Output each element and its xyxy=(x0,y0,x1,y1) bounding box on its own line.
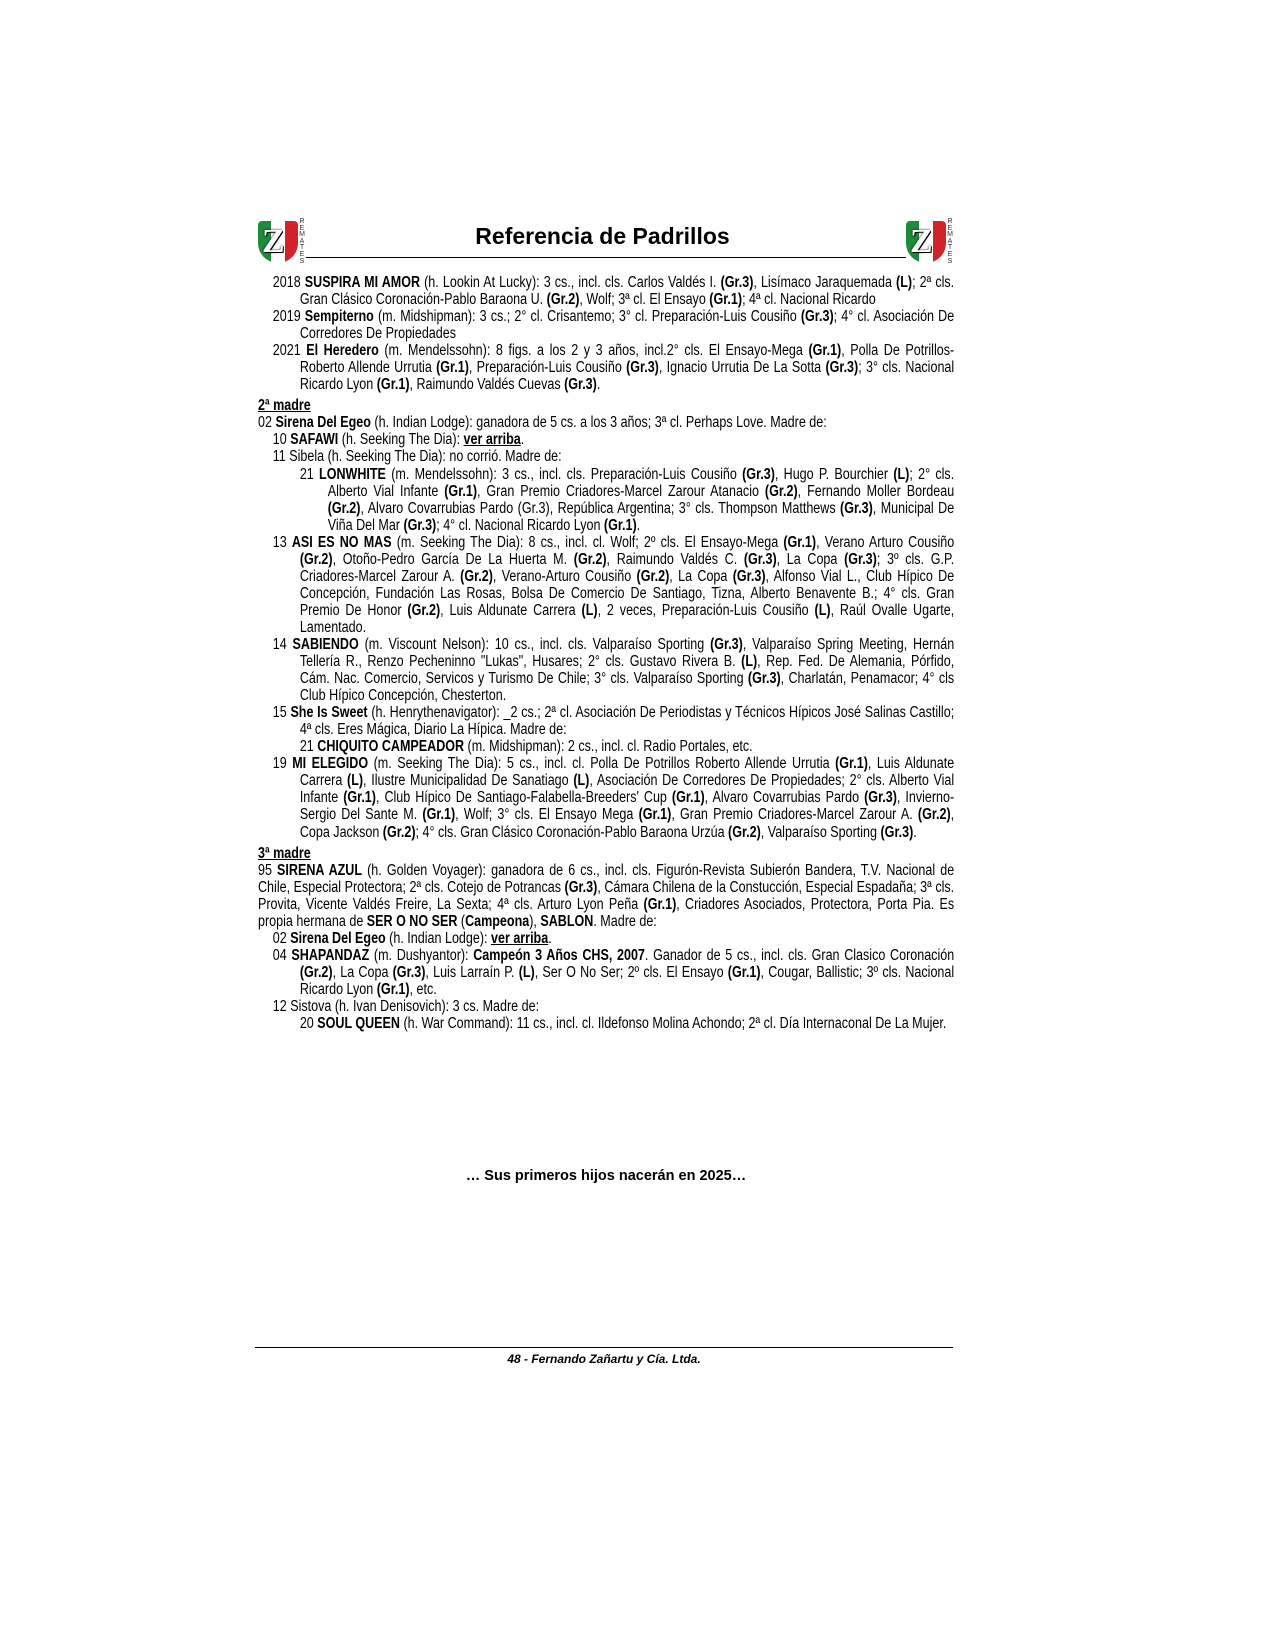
text: (h. Indian Lodge): xyxy=(385,929,492,947)
text: (m. Dushyantor): xyxy=(369,946,474,964)
bold-text: (Gr.3) xyxy=(564,376,597,394)
text: 2021 xyxy=(272,342,307,360)
pedigree-entry xyxy=(258,274,954,308)
text: (m. Mendelssohn): 8 figs. a los 2 y 3 años, incl.2° cls. El Ensayo-Mega xyxy=(378,342,809,360)
text: , Valparaíso Spring Meeting, Hernán Tellería R., Renzo Pecheninno "Lukas", Husares; 2° cls. Gustavo Rivera B. xyxy=(299,635,955,671)
text: , Verano-Arturo Cousiño xyxy=(492,567,637,585)
text: 13 xyxy=(272,533,292,551)
text: , Valparaíso Sporting xyxy=(760,823,881,841)
bold-text: (Gr.3) xyxy=(747,670,781,688)
page-title: Referencia de Padrillos xyxy=(475,223,730,249)
text: , Invierno-Sergio Del Sante M. xyxy=(299,789,955,824)
bold-text: (Gr.3) xyxy=(742,465,775,483)
text: 04 xyxy=(272,946,292,964)
text: (h. Golden Voyager): ganadora de 6 cs., incl. cls. Figurón-Revista Subierón Bandera, T.V. Nacional de Chile, Especial Protectora; 2ª cls. Cotejo de Potrancas xyxy=(258,861,955,896)
text: 11 Sibela (h. Seeking The Dia): no corrió. Madre de: xyxy=(272,448,562,466)
bold-text: (Gr.3) xyxy=(732,567,766,585)
bold-text: (Gr.3) xyxy=(840,499,873,517)
bold-text: (Gr.2) xyxy=(764,482,798,500)
text: , Copa Jackson xyxy=(299,806,955,841)
pedigree-entry xyxy=(258,534,954,636)
text: , Raimundo Valdés C. xyxy=(606,550,744,568)
text: ; 2ª cls. Gran Clásico Coronación-Pablo Baraona U. xyxy=(299,274,955,309)
text: , Raúl Ovalle Ugarte, Lamentado. xyxy=(299,601,955,636)
bold-text: (Gr.2) xyxy=(327,499,361,517)
text: , La Copa xyxy=(776,550,845,568)
bold-text: (Gr.1) xyxy=(835,755,868,773)
text: , Cámara Chilena de la Constucción, Especial Espadaña; 3ª cls. Provita, Vicente Valdés Freire, La Sexta; 4ª cls. Arturo Lyon Peña xyxy=(258,878,955,913)
text: , Preparación-Luis Cousiño xyxy=(468,359,627,377)
text: , Rep. Fed. De Alemania, Pórfido, Cám. Nac. Comercio, Servicos y Turismo De Chile; 3° cls. Valparaíso Sporting xyxy=(299,653,955,688)
bold-text: SHAPANDAZ xyxy=(291,946,370,964)
bold-text: (L) xyxy=(581,601,598,619)
text: ; 2° cls. Alberto Vial Infante xyxy=(327,465,955,500)
text: , Hugo P. Bourchier xyxy=(774,465,894,483)
footer-rule xyxy=(255,1347,953,1348)
bold-text: ASI ES NO MAS xyxy=(291,533,392,551)
pedigree-entry xyxy=(258,448,954,465)
bold-text: (Gr.3) xyxy=(720,274,754,291)
text: , Verano Arturo Cousiño xyxy=(816,533,955,551)
pedigree-entry xyxy=(258,308,954,342)
text: 2019 xyxy=(272,308,305,326)
closing-note: … Sus primeros hijos nacerán en 2025… xyxy=(465,1168,747,1184)
text: (m. Viscount Nelson): 10 cs., incl. cls. Valparaíso Sporting xyxy=(358,635,711,653)
bold-text: (Gr.1) xyxy=(444,482,478,500)
text: , Alvaro Covarrubias Pardo xyxy=(704,789,865,807)
text: 14 xyxy=(272,635,293,653)
pedigree-entry xyxy=(258,738,954,755)
bold-text: (Gr.1) xyxy=(808,342,842,360)
text: 19 xyxy=(272,755,293,773)
text: , Raimundo Valdés Cuevas xyxy=(409,376,565,394)
bold-text: Campeón 3 Años CHS, 2007 xyxy=(473,946,645,964)
section-heading xyxy=(258,845,954,862)
bold-text: Campeona xyxy=(465,912,530,930)
bold-text: (Gr.3) xyxy=(564,878,598,896)
bold-text: (Gr.1) xyxy=(436,359,469,377)
text: , Ser O No Ser; 2º cls. El Ensayo xyxy=(534,963,728,981)
bold-text: LONWHITE xyxy=(319,465,386,483)
text: 2ª madre xyxy=(258,397,311,415)
logo-left: Z R E M A T E S xyxy=(258,219,308,263)
bold-text: (L) xyxy=(347,772,364,790)
bold-text: SABLON xyxy=(540,912,594,930)
bold-text: Sempiterno xyxy=(304,308,374,326)
text: , Charlatán, Penamacor; 4° cls Club Hípico Concepción, Chesterton. xyxy=(299,670,955,705)
bold-text: (Gr.3) xyxy=(864,789,897,807)
text: 10 xyxy=(272,431,291,449)
text: , Cougar, Ballistic; 3º cls. Nacional Ricardo Lyon xyxy=(299,963,955,998)
pedigree-entry xyxy=(258,862,954,930)
text: . xyxy=(636,516,641,534)
bold-text: Sirena Del Egeo xyxy=(275,414,371,432)
text: , Luis Larraín P. xyxy=(425,963,519,981)
bold-text: SABIENDO xyxy=(292,635,359,653)
text: ( xyxy=(457,912,466,930)
bold-text: (Gr.2) xyxy=(728,823,761,841)
text: (m. Midshipman): 2 cs., incl. cl. Radio Portales, etc. xyxy=(464,738,753,756)
bold-text: (Gr.1) xyxy=(783,533,817,551)
bold-text: (L) xyxy=(814,601,831,619)
bold-text: (Gr.1) xyxy=(638,806,672,824)
section-heading xyxy=(258,397,954,414)
bold-text: (L) xyxy=(893,465,910,483)
text: 15 xyxy=(272,704,291,722)
text: (h. Lookin At Lucky): 3 cs., incl. cls. Carlos Valdés I. xyxy=(420,274,721,291)
text: (m. Mendelssohn): 3 cs., incl. cls. Preparación-Luis Cousiño xyxy=(385,465,743,483)
text: 95 xyxy=(258,861,278,879)
pedigree-entry xyxy=(258,466,954,534)
text: 21 xyxy=(299,465,320,483)
text: , etc. xyxy=(409,980,437,998)
text: ; 4° cl. Asociación De Corredores De Propiedades xyxy=(299,308,955,343)
bold-text: (Gr.1) xyxy=(709,291,743,309)
bold-text: (L) xyxy=(518,963,535,981)
text: , Fernando Moller Bordeau xyxy=(797,482,955,500)
pedigree-entry xyxy=(258,930,954,947)
text: , Alvaro Covarrubias Pardo (Gr.3), República Argentina; 3° cls. Thompson Matthews xyxy=(360,499,841,517)
bold-text: (Gr.2) xyxy=(546,291,580,309)
text: . xyxy=(520,431,525,449)
bold-text: (Gr.2) xyxy=(382,823,416,841)
text: (m. Seeking The Dia): 5 cs., incl. cl. Polla De Potrillos Roberto Allende Urrutia xyxy=(368,755,836,773)
bold-text: (Gr.2) xyxy=(636,567,670,585)
bold-text: SER O NO SER xyxy=(366,912,458,930)
text: , Luis Aldunate Carrera xyxy=(440,601,582,619)
bold-text: (Gr.3) xyxy=(743,550,777,568)
bold-text: (Gr.3) xyxy=(880,823,914,841)
bold-text: (Gr.2) xyxy=(917,806,951,824)
text: , Lisímaco Jaraquemada xyxy=(753,274,897,291)
bold-text: (Gr.1) xyxy=(376,376,410,394)
bold-text: (Gr.1) xyxy=(376,980,410,998)
bold-text: (Gr.3) xyxy=(710,635,743,653)
text: (h. Seeking The Dia): xyxy=(338,431,464,449)
bold-text: (Gr.1) xyxy=(727,963,761,981)
pedigree-entry xyxy=(258,998,954,1015)
text: 02 xyxy=(258,414,276,432)
text: . Ganador de 5 cs., incl. cls. Gran Clasico Coronación xyxy=(644,946,955,964)
bold-text: (L) xyxy=(896,274,913,291)
bold-text: (Gr.3) xyxy=(392,963,426,981)
bold-text: (Gr.3) xyxy=(844,550,877,568)
logo-right: Z R E M A T E S xyxy=(906,219,956,263)
text: , Polla De Potrillos-Roberto Allende Urrutia xyxy=(299,342,955,377)
pedigree-text xyxy=(258,274,954,1032)
bold-text: (Gr.3) xyxy=(825,359,859,377)
text: , Gran Premio Criadores-Marcel Zarour Atanacio xyxy=(477,482,765,500)
title-rule xyxy=(306,257,906,258)
text: (h. War Command): 11 cs., incl. cl. Ildefonso Molina Achondo; 2ª cl. Día Internaconal De La Mujer. xyxy=(399,1015,947,1033)
bold-text: (Gr.3) xyxy=(403,516,437,534)
text: , La Copa xyxy=(669,567,733,585)
bold-text: (Gr.3) xyxy=(626,359,659,377)
bold-text: SAFAWI xyxy=(290,431,339,449)
text: ; 3º cls. G.P. Criadores-Marcel Zarour A. xyxy=(299,550,955,585)
pedigree-entry xyxy=(258,947,954,998)
bold-text: MI ELEGIDO xyxy=(292,755,369,773)
pedigree-entry xyxy=(258,1015,954,1032)
bold-text: (Gr.1) xyxy=(343,789,376,807)
text: 02 xyxy=(272,929,291,947)
bold-text: (Gr.2) xyxy=(299,550,333,568)
text: , Municipal De Viña Del Mar xyxy=(327,499,955,534)
bold-text: CHIQUITO CAMPEADOR xyxy=(317,738,465,756)
text: ; 4ª cl. Nacional Ricardo xyxy=(742,291,876,309)
text: ; 3° cls. Nacional Ricardo Lyon xyxy=(299,359,955,394)
text: , Otoño-Pedro García De La Huerta M. xyxy=(332,550,574,568)
pedigree-entry xyxy=(258,431,954,448)
pedigree-entry xyxy=(258,414,954,431)
text: , Luis Aldunate Carrera xyxy=(299,755,955,790)
text: , Wolf; 3° cls. El Ensayo Mega xyxy=(455,806,639,824)
pedigree-entry xyxy=(258,704,954,738)
pedigree-entry xyxy=(258,342,954,393)
text: , Ilustre Municipalidad De Sanatiago xyxy=(363,772,574,790)
cross-reference: ver arriba xyxy=(491,929,549,947)
bold-text: El Heredero xyxy=(306,342,379,360)
text: , Gran Premio Criadores-Marcel Zarour A. xyxy=(671,806,918,824)
text: (m. Midshipman): 3 cs.; 2° cl. Crisantemo; 3° cl. Preparación-Luis Cousiño xyxy=(373,308,801,326)
text: (h. Indian Lodge): ganadora de 5 cs. a los 3 años; 3ª cl. Perhaps Love. Madre de: xyxy=(370,414,827,432)
bold-text: (Gr.1) xyxy=(643,895,677,913)
bold-text: (L) xyxy=(741,653,758,671)
bold-text: SOUL QUEEN xyxy=(317,1015,400,1033)
bold-text: (Gr.2) xyxy=(460,567,493,585)
text: , La Copa xyxy=(332,963,393,981)
text: , Club Hípico De Santiago-Falabella-Breeders' Cup xyxy=(375,789,672,807)
text: 2018 xyxy=(272,274,305,291)
bold-text: (L) xyxy=(573,772,590,790)
text: , Asociación De Corredores De Propiedades; 2° cls. Alberto Vial Infante xyxy=(299,772,955,807)
text: (m. Seeking The Dia): 8 cs., incl. cl. Wolf; 2º cls. El Ensayo-Mega xyxy=(391,533,784,551)
text: . xyxy=(596,376,601,394)
bold-text: SIRENA AZUL xyxy=(277,861,363,879)
text: . Madre de: xyxy=(593,912,657,930)
text: , 2 veces, Preparación-Luis Cousiño xyxy=(597,601,815,619)
text: 3ª madre xyxy=(258,844,311,862)
text: . xyxy=(548,929,552,947)
bold-text: (Gr.3) xyxy=(800,308,834,326)
text: ), xyxy=(529,912,541,930)
text: , Ignacio Urrutia De La Sotta xyxy=(658,359,826,377)
bold-text: (Gr.2) xyxy=(299,963,333,981)
text: 21 xyxy=(299,738,318,756)
bold-text: (Gr.1) xyxy=(422,806,456,824)
bold-text: (Gr.2) xyxy=(573,550,607,568)
text: . xyxy=(913,823,917,841)
text: ; 4° cls. Gran Clásico Coronación-Pablo Baraona Urzúa xyxy=(415,823,729,841)
pedigree-entry xyxy=(258,636,954,704)
bold-text: (Gr.1) xyxy=(671,789,705,807)
text: , Criadores Asociados, Protectora, Porta Pia. Es propia hermana de xyxy=(258,895,955,930)
bold-text: (Gr.1) xyxy=(603,516,637,534)
pedigree-entry xyxy=(258,755,954,840)
bold-text: SUSPIRA MI AMOR xyxy=(304,274,421,291)
cross-reference: ver arriba xyxy=(463,431,521,449)
page-footer: 48 - Fernando Zañartu y Cía. Ltda. xyxy=(507,1352,701,1366)
text: 20 xyxy=(299,1015,318,1033)
bold-text: Sirena Del Egeo xyxy=(290,929,386,947)
bold-text: (Gr.2) xyxy=(407,601,441,619)
text: ; 4° cl. Nacional Ricardo Lyon xyxy=(436,516,604,534)
text: (h. Henrythenavigator): _2 cs.; 2ª cl. Asociación De Periodistas y Técnicos Hípicos José Salinas Castillo; 4ª cls. Eres Mágica, Diario La Hípica. Madre de: xyxy=(299,704,955,739)
bold-text: She Is Sweet xyxy=(290,704,368,722)
text: , Alfonso Vial L., Club Hípico De Concepción, Fundación Las Rosas, Bolsa De Comercio De Santiago, Tizna, Alberto Benavente B.; 4° cls. Gran Premio De Honor xyxy=(299,567,955,619)
text: 12 Sistova (h. Ivan Denisovich): 3 cs. Madre de: xyxy=(272,997,540,1015)
text: , Wolf; 3ª cl. El Ensayo xyxy=(579,291,710,309)
